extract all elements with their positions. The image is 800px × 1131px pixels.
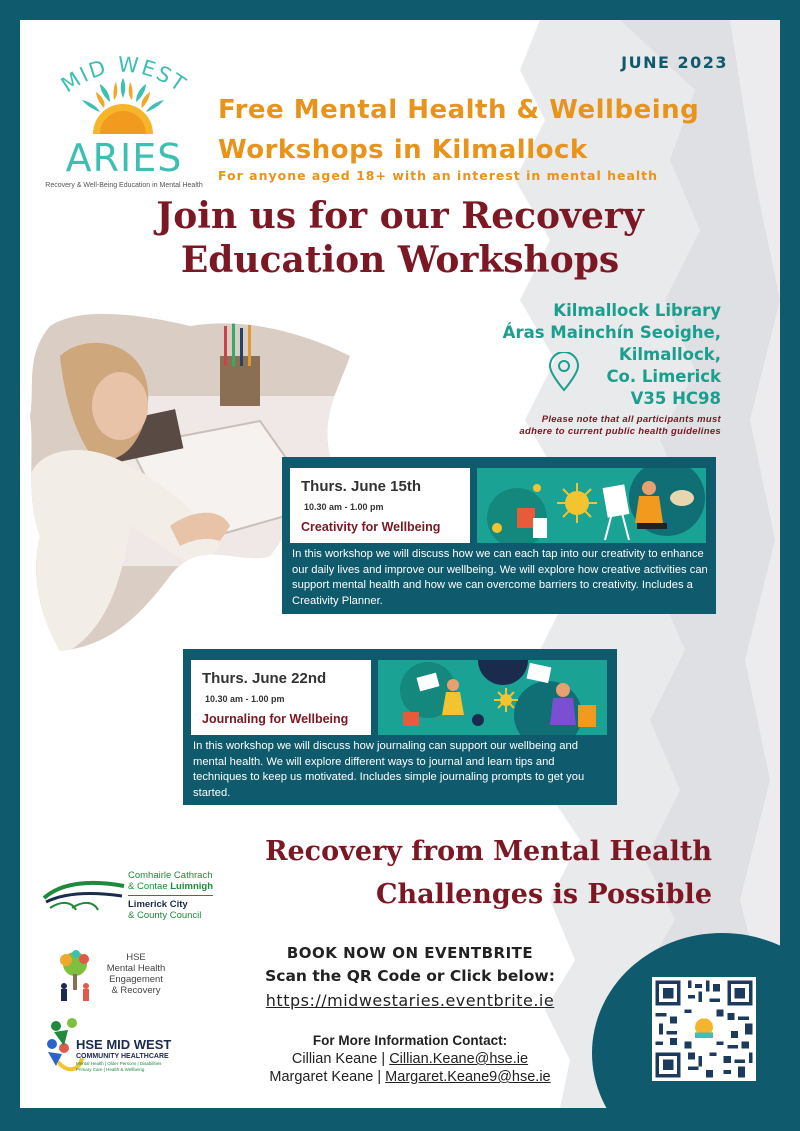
- workshop-description: In this workshop we will discuss how we can each tap into our creativity to enhance our daily lives and improve our wellbeing. We will explore how creative activities can support mental health and how we can overcome barriers to creativity. Includes a Creativity Planner.: [292, 548, 708, 607]
- logo-arc-text: MID WEST: [56, 52, 192, 98]
- map-pin-icon: [547, 352, 581, 392]
- contact-heading: For More Information Contact:: [312, 1033, 508, 1048]
- headline-line-1: Join us for our Recovery: [156, 195, 644, 237]
- limerick-council-logo: [42, 868, 222, 924]
- venue-line-2: Áras Mainchín Seoighe,: [502, 323, 721, 342]
- venue-line-1: Kilmallock Library: [553, 301, 721, 320]
- workshop-card-journaling: [183, 649, 617, 805]
- contact-email-2[interactable]: Margaret.Keane9@hse.ie: [385, 1069, 551, 1085]
- headline: [140, 194, 660, 282]
- hse-mw-line-4: Primary Care | Health & Wellbeing: [76, 1067, 145, 1072]
- hse-mh-line-1: HSE: [126, 952, 146, 963]
- booking-section: [220, 942, 600, 1014]
- recovery-message: [265, 830, 712, 916]
- venue-line-4: Co. Limerick: [606, 367, 721, 386]
- workshop-name: Journaling for Wellbeing: [202, 712, 349, 726]
- booking-line-2: Scan the QR Code or Click below:: [265, 967, 555, 985]
- date-label: JUNE 2023: [621, 53, 728, 72]
- subtitle: For anyone aged 18+ with an interest in mental health: [218, 168, 659, 183]
- contact-email-1[interactable]: Cillian.Keane@hse.ie: [389, 1051, 529, 1067]
- hse-mid-west-logo: [46, 1018, 206, 1078]
- hse-mh-line-2: Mental Health: [106, 963, 166, 974]
- tree-people-icon: [56, 950, 94, 1002]
- health-guidelines-note: [519, 414, 721, 438]
- council-emblem-icon: [42, 876, 126, 916]
- logo-tagline: Recovery & Well-Being Education in Mental Health: [45, 182, 203, 189]
- eventbrite-link[interactable]: https://midwestaries.eventbrite.ie: [265, 991, 555, 1010]
- venue-address: [503, 300, 721, 410]
- mid-west-aries-logo: [44, 50, 204, 200]
- council-english-line-2: & County Council: [128, 910, 202, 921]
- council-irish-line-2: & Contae: [128, 881, 171, 892]
- venue-line-5: V35 HC98: [630, 389, 721, 408]
- hse-mental-health-engagement-logo: [56, 946, 186, 1006]
- workshop-time: 10.30 am - 1.00 pm: [205, 694, 285, 704]
- contact-person-2: Margaret Keane |: [269, 1069, 386, 1085]
- hse-mw-line-3: Mental Health | Older Persons | Disabilities: [76, 1061, 162, 1066]
- note-line-2: adhere to current public health guidelines: [519, 426, 721, 437]
- workshop-time: 10.30 am - 1.00 pm: [304, 502, 384, 512]
- workshop-header: [191, 660, 371, 735]
- poster: [20, 20, 780, 1108]
- hse-mw-line-1: HSE MID WEST: [76, 1037, 172, 1052]
- workshop-description: In this workshop we will discuss how journaling can support our wellbeing and mental health. We will explore different ways to journal and learn tips and techniques to keep us motivated. Includes simple journaling prompts to get you started.: [193, 740, 585, 799]
- headline-line-2: Education Workshops: [180, 239, 620, 281]
- sun-icon: [78, 76, 168, 136]
- workshop-name: Creativity for Wellbeing: [301, 520, 441, 534]
- creativity-illustration: [477, 468, 706, 543]
- council-english-line-1: Limerick City: [128, 899, 188, 910]
- page-title: [218, 90, 758, 170]
- workshop-card-creativity: [282, 457, 716, 614]
- qr-code[interactable]: [652, 977, 756, 1081]
- workshop-day: Thurs. June 22nd: [202, 670, 327, 687]
- council-irish-line-1: Comhairle Cathrach: [128, 870, 213, 881]
- hse-mw-line-2: COMMUNITY HEALTHCARE: [76, 1053, 169, 1060]
- venue-line-3: Kilmallock,: [618, 345, 721, 364]
- contact-section: [220, 1032, 600, 1086]
- recovery-line-1: Recovery from Mental Health: [265, 836, 712, 867]
- council-irish-line-2-bold: Luimnigh: [170, 881, 213, 892]
- hse-mh-line-3: Engagement: [109, 974, 163, 985]
- journaling-illustration: [378, 660, 607, 735]
- contact-person-1: Cillian Keane |: [291, 1051, 390, 1067]
- title-line-2: Workshops in Kilmallock: [218, 135, 588, 165]
- recovery-line-2: Challenges is Possible: [375, 879, 712, 910]
- workshop-header: [290, 468, 470, 543]
- council-divider: [128, 895, 213, 896]
- title-line-1: Free Mental Health & Wellbeing: [218, 95, 700, 125]
- note-line-1: Please note that all participants must: [541, 414, 721, 425]
- logo-main-text: ARIES: [65, 136, 183, 180]
- hse-mh-line-4: & Recovery: [111, 985, 161, 996]
- workshop-day: Thurs. June 15th: [301, 478, 422, 495]
- booking-line-1: BOOK NOW ON EVENTBRITE: [286, 944, 534, 962]
